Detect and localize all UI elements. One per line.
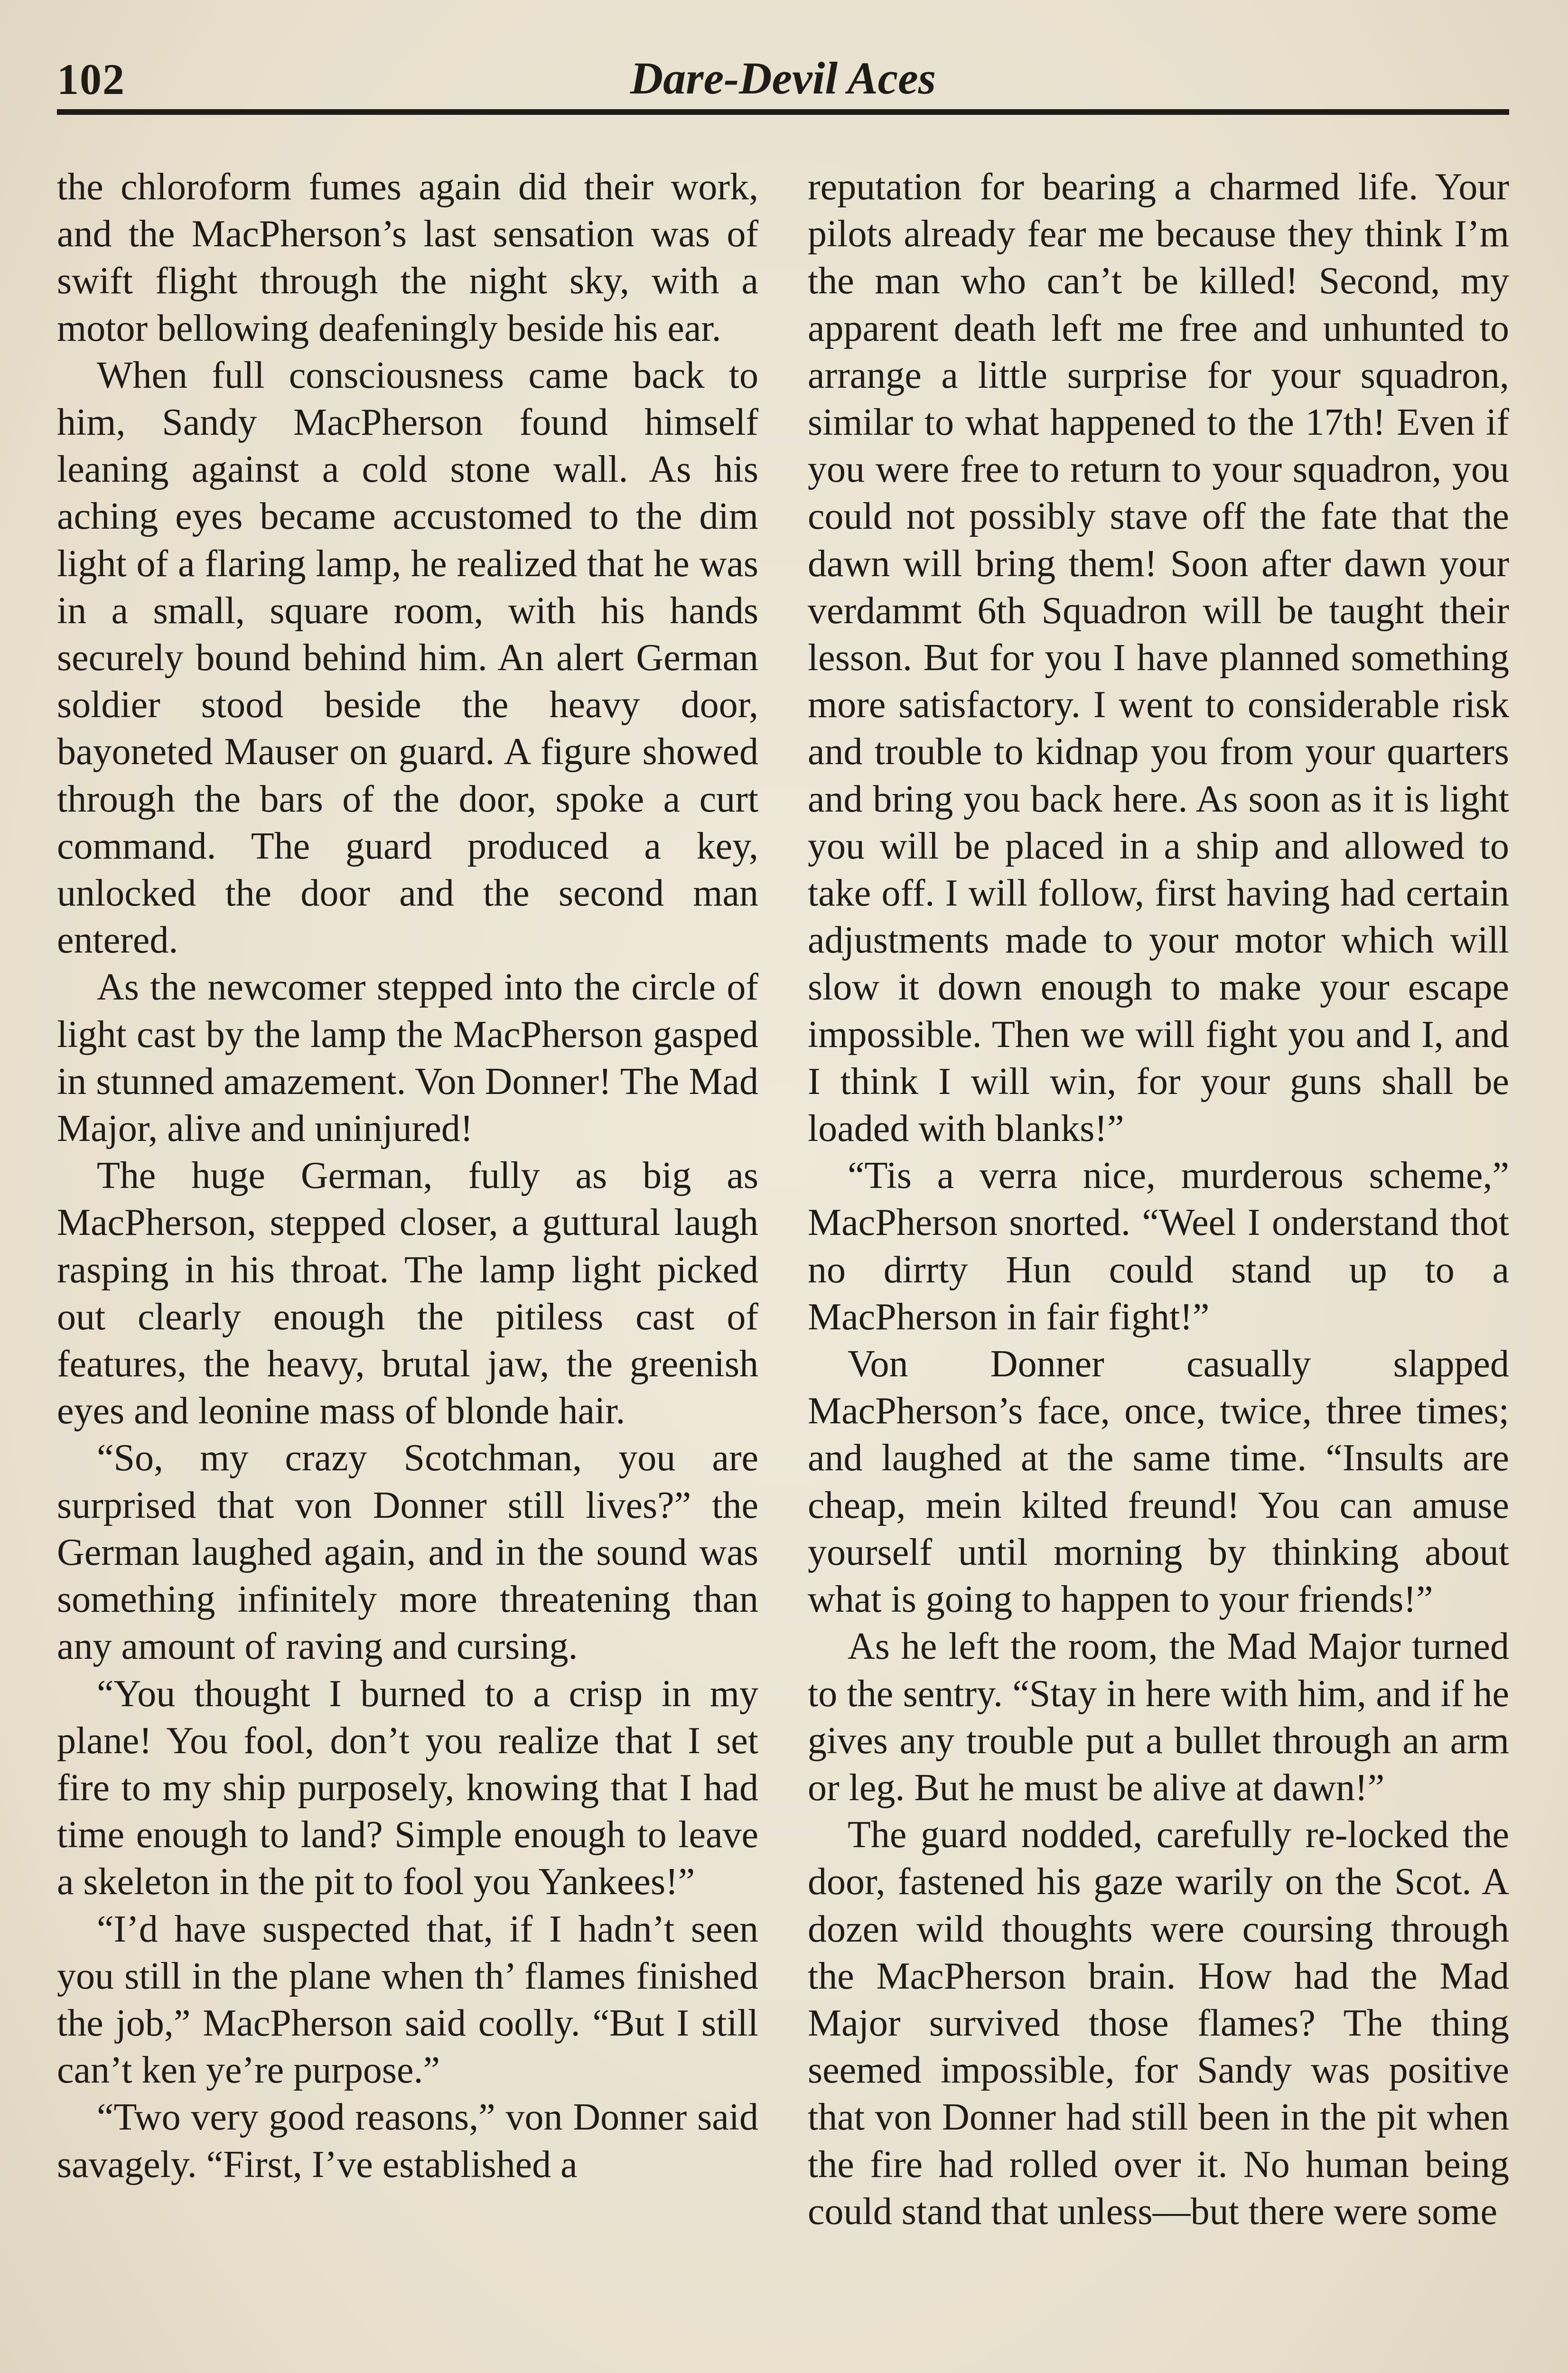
page-header (57, 47, 1509, 115)
page-number: 102 (57, 55, 125, 103)
paragraph: “You thought I burned to a crisp in my plane! You fool, don’t you realize that I set fire to my ship purposely, knowing that I had time enough to land? Simple enough to leave a skeleton in the pit to fool you Yankees!” (57, 1672, 758, 1903)
paragraph: “Two very good reasons,” von Donner said savagely. “First, I’ve established a (57, 2096, 758, 2186)
paragraph: reputation for bearing a charmed life. Your pilots already fear me because they think I’m the man who can’t be killed! Second, my apparent death left me free and unhunted to arrange a little surprise for your squadron, similar to what happened to the 17th! Even if you were free to return to your squadron, you could not possibly stave off the fate that the dawn will bring them! Soon after dawn your verdammt 6th Squadron will be taught their lesson. But for you I have planned something more satisfactory. I went to considerable risk and trouble to kidnap you from your quarters and bring you back here. As soon as it is light you will be placed in a ship and allowed to take off. I will follow, first having had certain adjustments made to your motor which will slow it down enough to make your escape impossible. Then we will fight you and I, and I think I will win, for your guns shall be loaded with blanks!” (808, 166, 1509, 1150)
paragraph: the chloroform fumes again did their work, and the MacPherson’s last sensation was of swift flight through the night sky, with a motor bellowing deafeningly beside his ear. (57, 166, 758, 349)
running-title: Dare-Devil Aces (630, 53, 936, 103)
paragraph: As he left the room, the Mad Major turned to the sentry. “Stay in here with him, and if he gives any trouble put a bullet through an arm or leg. But he must be alive at dawn!” (808, 1626, 1509, 1809)
paragraph: “So, my crazy Scotchman, you are surprised that von Donner still lives?” the German laughed again, and in the sound was something infinitely more threatening than any amount of raving and cursing. (57, 1437, 758, 1668)
paragraph: When full consciousness came back to him, Sandy MacPherson found himself leaning against a cold stone wall. As his aching eyes became accustomed to the dim light of a flaring lamp, he realized that he was in a small, square room, with his hands securely bound behind him. An alert German soldier stood beside the heavy door, bayoneted Mauser on guard. A figure showed through the bars of the door, spoke a curt command. The guard produced a key, unlocked the door and the second man entered. (57, 354, 758, 962)
paragraph: “Tis a verra nice, murderous scheme,” MacPherson snorted. “Weel I onderstand thot no dirrty Hun could stand up to a MacPherson in fair fight!” (808, 1155, 1509, 1338)
paragraph: The guard nodded, carefully re-locked the door, fastened his gaze warily on the Scot. A dozen wild thoughts were coursing through the MacPherson brain. How had the Mad Major survived those flames? The thing seemed impossible, for Sandy was positive that von Donner had still been in the pit when the fire had rolled over it. No human being could stand that unless—but there were some (808, 1814, 1509, 2233)
body-columns (57, 164, 1509, 2373)
right-column (808, 164, 1509, 2373)
left-column (57, 164, 758, 2373)
paragraph: Von Donner casually slapped MacPherson’s face, once, twice, three times; and laughed at the same time. “Insults are cheap, mein kilted freund! You can amuse yourself until morning by thinking about what is going to happen to your friends!” (808, 1343, 1509, 1621)
paragraph: The huge German, fully as big as MacPherson, stepped closer, a guttural laugh rasping in his throat. The lamp light picked out clearly enough the pitiless cast of features, the heavy, brutal jaw, the greenish eyes and leonine mass of blonde hair. (57, 1155, 758, 1432)
paragraph: As the newcomer stepped into the circle of light cast by the lamp the MacPherson gasped in stunned amazement. Von Donner! The Mad Major, alive and uninjured! (57, 966, 758, 1150)
paragraph: “I’d have suspected that, if I hadn’t seen you still in the plane when th’ flames finished the job,” MacPherson said coolly. “But I still can’t ken ye’re purpose.” (57, 1908, 758, 2092)
